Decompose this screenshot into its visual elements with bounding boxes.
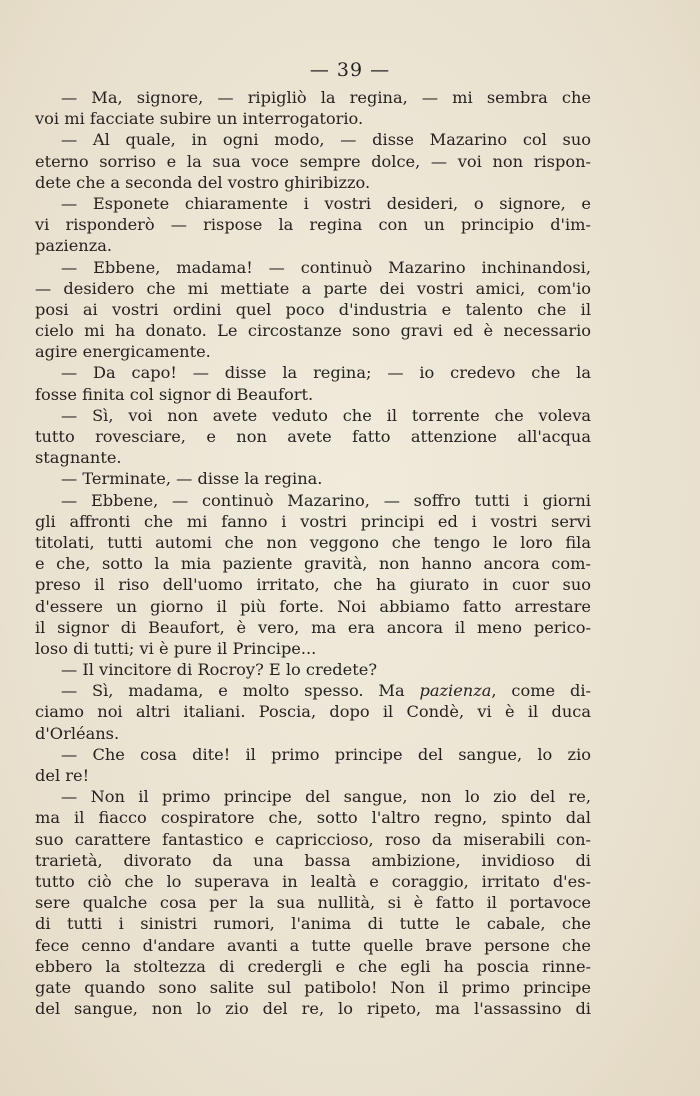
text-line: dete che a seconda del vostro ghiribizzo. — [35, 172, 371, 192]
text-line: preso il riso dell'uomo irritato, che ha giurato in cuor suo — [35, 575, 591, 595]
page-number: — 39 — — [309, 59, 391, 81]
text-line: il signor di Beaufort, è vero, ma era ancora il meno perico- — [35, 617, 591, 637]
text-line: ebbero la stoltezza di credergli e che egli ha poscia rinne- — [35, 956, 591, 976]
text-line: — Ebbene, madama! — continuò Mazarino inchinandosi, — [61, 257, 591, 277]
text-line: cielo mi ha donato. Le circostanze sono gravi ed è necessario — [35, 321, 591, 341]
text-line: — desidero che mi mettiate a parte dei vostri amici, com'io — [35, 278, 591, 298]
text-line: — Non il primo principe del sangue, non lo zio del re, — [61, 787, 591, 807]
text-line: di tutti i sinistri rumori, l'anima di tutte le cabale, che — [35, 914, 591, 934]
text-line: — Sì, madama, e molto spesso. Ma pazienza, come di- — [61, 681, 591, 701]
text-line: — Da capo! — disse la regina; — io credevo che la — [61, 363, 591, 383]
text-line: voi mi facciate subire un interrogatorio. — [35, 109, 364, 129]
text-line: eterno sorriso e la sua voce sempre dolce, — voi non rispon- — [35, 151, 591, 171]
text-line: — Terminate, — disse la regina. — [61, 469, 323, 489]
text-line: trarietà, divorato da una bassa ambizione, invidioso di — [35, 850, 591, 870]
text-line: fece cenno d'andare avanti a tutte quelle brave persone che — [35, 935, 591, 955]
text-line: d'essere un giorno il più forte. Noi abbiamo fatto arrestare — [35, 596, 591, 616]
text-line: ma il fiacco cospiratore che, sotto l'altro regno, spinto dal — [35, 808, 591, 828]
text-line: — Il vincitore di Rocroy? E lo credete? — [61, 660, 378, 680]
text-line: — Ebbene, — continuò Mazarino, — soffro tutti i giorni — [61, 490, 591, 510]
text-line: del re! — [35, 766, 90, 785]
text-line: stagnante. — [35, 448, 122, 468]
text-line: agire energicamente. — [35, 342, 211, 362]
text-line: gli affronti che mi fanno i vostri principi ed i vostri servi — [35, 511, 591, 531]
text-line: d'Orléans. — [35, 723, 120, 743]
text-line: pazienza. — [35, 236, 113, 256]
text-line: del sangue, non lo zio del re, lo ripeto, ma l'assassino di — [35, 999, 591, 1019]
text-line: suo carattere fantastico e capriccioso, roso da miserabili con- — [35, 829, 591, 849]
italic-word: pazienza — [419, 681, 492, 701]
text-line: vi risponderò — rispose la regina con un principio d'im- — [35, 215, 591, 235]
text-line: fosse finita col signor di Beaufort. — [35, 384, 314, 404]
text-line: posi ai vostri ordini quel poco d'industria e talento che il — [35, 299, 591, 319]
text-line: — Esponete chiaramente i vostri desideri, o signore, e — [61, 193, 591, 213]
text-line: gate quando sono salite sul patibolo! Non il primo principe — [35, 977, 591, 997]
text-line: ciamo noi altri italiani. Poscia, dopo il Condè, vi è il duca — [35, 702, 591, 722]
text-line: sere qualche cosa per la sua nullità, si è fatto il portavoce — [35, 893, 591, 913]
text-line: — Ma, signore, — ripigliò la regina, — mi sembra che — [61, 88, 591, 107]
text-line: — Al quale, in ogni modo, — disse Mazarino col suo — [61, 130, 591, 150]
text-line: tutto rovesciare, e non avete fatto attenzione all'acqua — [35, 427, 591, 446]
text-line: e che, sotto la mia paziente gravità, non hanno ancora com- — [35, 554, 591, 574]
text-body — [35, 87, 591, 1019]
text-line: — Che cosa dite! il primo principe del sangue, lo zio — [61, 744, 591, 764]
text-line: titolati, tutti automi che non veggono che tengo le loro fila — [35, 532, 591, 552]
text-line: tutto ciò che lo superava in lealtà e coraggio, irritato d'es- — [35, 871, 591, 891]
text-line: loso di tutti; vi è pure il Principe... — [35, 638, 317, 658]
text-line: — Sì, voi non avete veduto che il torrente che voleva — [61, 405, 591, 425]
